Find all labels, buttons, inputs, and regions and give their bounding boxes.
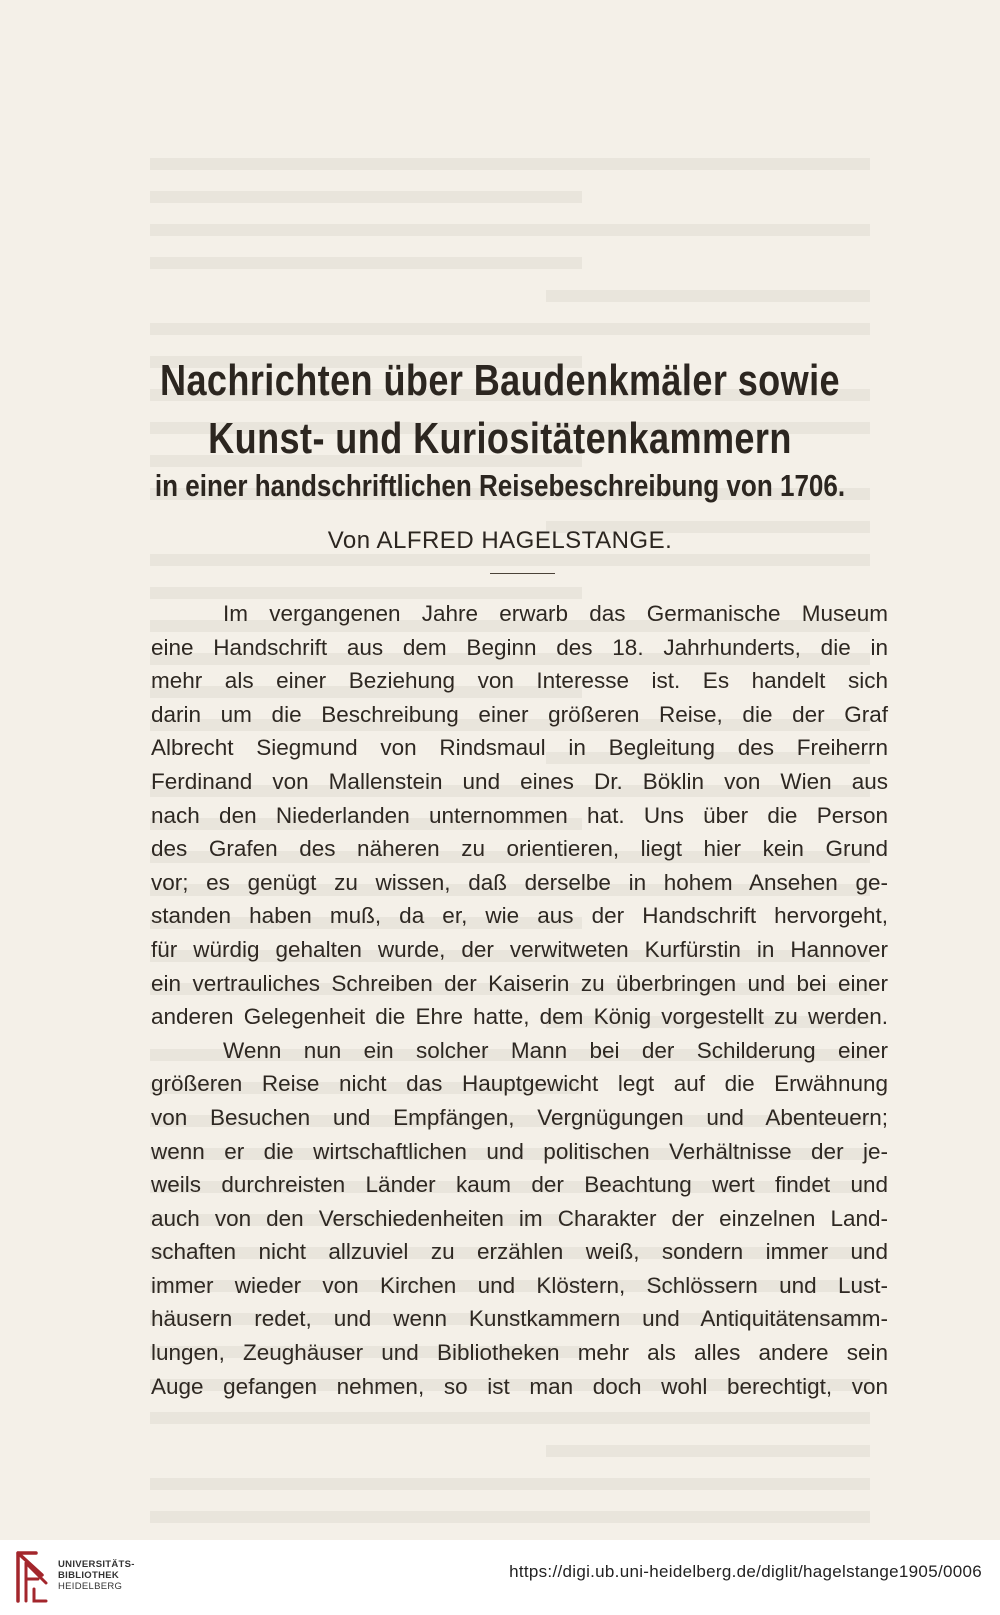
source-url-link[interactable]: https://digi.ub.uni-heidelberg.de/diglit/hagelstange1905/0006 [509,1562,982,1581]
text-line: darin um die Beschreibung einer größeren Reise, die der Graf [151,701,888,727]
text-line: auch von den Verschiedenheiten im Charakter der einzelnen Land- [151,1205,888,1231]
library-name-line-1: UNIVERSITÄTS- [58,1559,135,1570]
text-line: für würdig gehalten wurde, der verwitweten Kurfürstin in Hannover [151,936,888,962]
text-line: Ferdinand von Mallenstein und eines Dr. Böklin von Wien aus [151,768,888,794]
text-line: des Grafen des näheren zu orientieren, liegt hier kein Grund [151,836,888,862]
footer-bar [0,1540,1000,1615]
text-line: anderen Gelegenheit die Ehre hatte, dem König vorgestellt zu werden. [151,1004,888,1030]
title-line-2: Kunst- und Kuriositätenkammern [208,414,792,463]
text-line: Wenn nun ein solcher Mann bei der Schilderung einer [223,1037,888,1063]
text-line: eine Handschrift aus dem Beginn des 18. Jahrhunderts, die in [151,634,888,660]
text-line: Im vergangenen Jahre erwarb das Germanische Museum [223,601,888,626]
library-name [58,1559,135,1592]
text-line: häusern redet, und wenn Kunstkammern und Antiquitätensamm- [151,1306,888,1332]
body-text [151,597,888,1403]
author-line: Von ALFRED HAGELSTANGE. [327,527,673,554]
text-line: vor; es genügt zu wissen, daß derselbe in hohem Ansehen ge- [151,869,888,895]
text-line: größeren Reise nicht das Hauptgewicht legt auf die Erwähnung [151,1071,888,1097]
text-line: lungen, Zeughäuser und Bibliotheken mehr als alles andere sein [151,1340,888,1366]
text-line: immer wieder von Kirchen und Klöstern, Schlössern und Lust- [151,1272,888,1298]
separator-rule [490,573,555,574]
text-line: von Besuchen und Empfängen, Vergnügungen und Abenteuern; [151,1104,888,1130]
text-line: weils durchreisten Länder kaum der Beachtung wert findet und [151,1172,888,1198]
library-name-line-3: HEIDELBERG [58,1581,123,1592]
text-line: Auge gefangen nehmen, so ist man doch wohl berechtigt, von [151,1373,888,1399]
subtitle: in einer handschriftlichen Reisebeschreibung von 1706. [154,468,846,503]
text-line: nach den Niederlanden unternommen hat. Uns über die Person [151,802,888,828]
text-line: wenn er die wirtschaftlichen und politischen Verhältnisse der je- [151,1138,888,1164]
text-line: schaften nicht allzuviel zu erzählen weiß, sondern immer und [151,1239,888,1265]
text-line: ein vertrauliches Schreiben der Kaiserin zu überbringen und bei einer [151,970,888,996]
text-line: Albrecht Siegmund von Rindsmaul in Begleitung des Freiherrn [151,735,888,761]
text-line: mehr als einer Beziehung von Interesse ist. Es handelt sich [151,668,888,694]
text-line: standen haben muß, da er, wie aus der Handschrift hervorgeht, [151,903,888,929]
title-line-1: Nachrichten über Baudenkmäler sowie [159,356,841,405]
library-logo-icon [12,1549,50,1605]
library-name-line-2: BIBLIOTHEK [58,1570,120,1581]
